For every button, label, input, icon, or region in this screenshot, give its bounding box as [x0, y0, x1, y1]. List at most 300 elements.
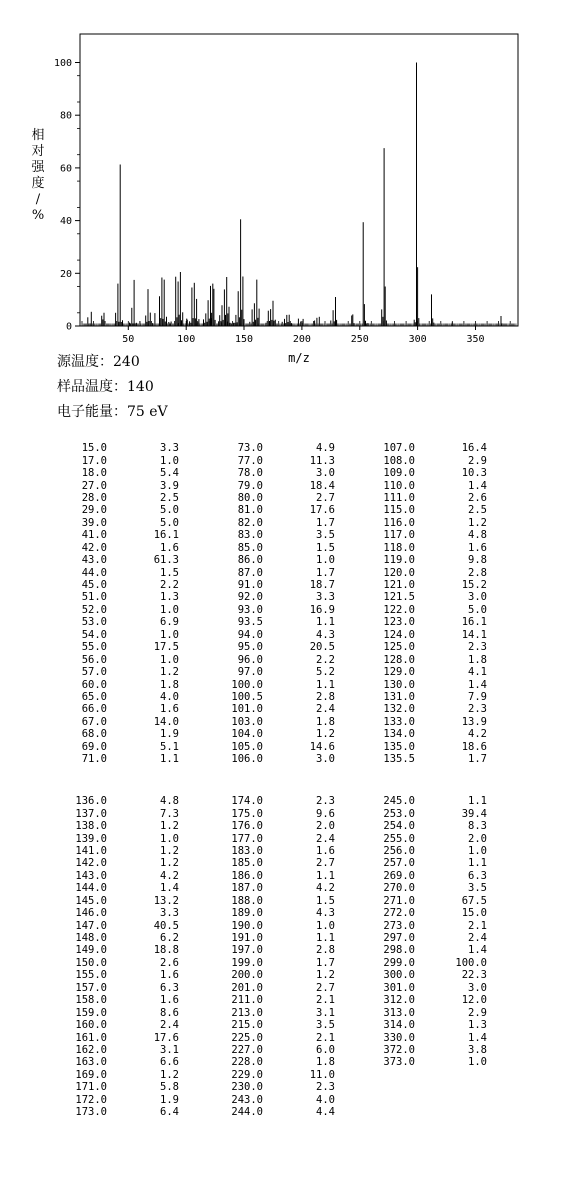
abundance-value: 3.9 — [160, 479, 179, 492]
abundance-value: 1.7 — [316, 956, 335, 969]
abundance-value: 1.2 — [468, 516, 487, 529]
table-row — [62, 907, 179, 919]
abundance-value: 3.5 — [468, 882, 487, 895]
mz-value: 120.0 — [383, 566, 415, 579]
mz-value: 253.0 — [383, 807, 415, 820]
table-row — [370, 994, 487, 1006]
mz-value: 172.0 — [75, 1093, 107, 1106]
table-row — [218, 741, 335, 753]
table-column — [370, 442, 487, 765]
abundance-value: 1.9 — [160, 728, 179, 741]
abundance-value: 3.0 — [316, 467, 335, 480]
mz-value: 97.0 — [237, 666, 263, 679]
mz-value: 174.0 — [231, 795, 263, 808]
mz-value: 185.0 — [231, 857, 263, 870]
table-row — [218, 467, 335, 479]
table-row — [370, 1006, 487, 1018]
table-row — [62, 716, 179, 728]
abundance-value: 1.4 — [468, 1031, 487, 1044]
mz-value: 79.0 — [237, 479, 263, 492]
mz-value: 104.0 — [231, 728, 263, 741]
table-row — [370, 845, 487, 857]
mz-value: 175.0 — [231, 807, 263, 820]
table-column — [218, 442, 335, 765]
mz-value: 133.0 — [383, 715, 415, 728]
mz-value: 215.0 — [231, 1019, 263, 1032]
table-row — [370, 579, 487, 591]
abundance-value: 16.1 — [153, 529, 179, 542]
x-tick-label: 350 — [466, 334, 485, 345]
abundance-value: 1.0 — [160, 653, 179, 666]
mz-value: 131.0 — [383, 690, 415, 703]
table-row — [62, 1031, 179, 1043]
table-row — [218, 907, 335, 919]
mz-value: 161.0 — [75, 1031, 107, 1044]
table-row — [218, 1081, 335, 1093]
table-row — [62, 1094, 179, 1106]
table-row — [218, 616, 335, 628]
mz-value: 189.0 — [231, 907, 263, 920]
table-row — [62, 604, 179, 616]
table-row — [218, 994, 335, 1006]
table-row — [62, 529, 179, 541]
table-row — [370, 653, 487, 665]
mz-value: 83.0 — [237, 529, 263, 542]
abundance-value: 1.6 — [160, 969, 179, 982]
mz-value: 45.0 — [81, 579, 107, 592]
abundance-value: 5.8 — [160, 1081, 179, 1094]
mz-value: 171.0 — [75, 1081, 107, 1094]
abundance-value: 4.2 — [160, 869, 179, 882]
table-row — [62, 795, 179, 807]
table-row — [370, 467, 487, 479]
mz-value: 243.0 — [231, 1093, 263, 1106]
mz-value: 87.0 — [237, 566, 263, 579]
abundance-value: 2.6 — [160, 956, 179, 969]
mz-value: 141.0 — [75, 844, 107, 857]
abundance-value: 1.0 — [468, 844, 487, 857]
table-row — [218, 1106, 335, 1118]
table-row — [62, 517, 179, 529]
table-row — [370, 832, 487, 844]
abundance-value: 2.1 — [316, 1031, 335, 1044]
table-row — [370, 678, 487, 690]
x-tick-label: 150 — [234, 334, 254, 345]
abundance-value: 1.7 — [468, 753, 487, 766]
mz-value: 200.0 — [231, 969, 263, 982]
abundance-value: 10.3 — [461, 467, 487, 480]
y-tick-label: 20 — [59, 268, 72, 280]
table-row — [62, 882, 179, 894]
mz-value: 201.0 — [231, 981, 263, 994]
mz-value: 132.0 — [383, 703, 415, 716]
abundance-value: 5.2 — [316, 666, 335, 679]
table-row — [218, 845, 335, 857]
abundance-value: 2.2 — [160, 579, 179, 592]
abundance-value: 2.0 — [316, 820, 335, 833]
mz-value: 80.0 — [237, 491, 263, 504]
mz-value: 43.0 — [81, 554, 107, 567]
abundance-value: 40.5 — [153, 919, 179, 932]
abundance-value: 2.0 — [468, 832, 487, 845]
abundance-value: 1.6 — [160, 994, 179, 1007]
abundance-value: 2.3 — [316, 795, 335, 808]
table-row — [218, 932, 335, 944]
mz-value: 135.5 — [383, 753, 415, 766]
abundance-value: 1.1 — [468, 857, 487, 870]
table-row — [62, 1106, 179, 1118]
table-row — [62, 870, 179, 882]
mz-value: 188.0 — [231, 894, 263, 907]
mz-value: 100.0 — [231, 678, 263, 691]
abundance-value: 3.1 — [316, 1006, 335, 1019]
mz-value: 67.0 — [81, 715, 107, 728]
mz-value: 115.0 — [383, 504, 415, 517]
y-axis-label-char: 对 — [31, 144, 45, 159]
table-row — [370, 641, 487, 653]
abundance-value: 1.8 — [468, 653, 487, 666]
abundance-value: 8.3 — [468, 820, 487, 833]
abundance-value: 4.2 — [316, 882, 335, 895]
table-row — [218, 641, 335, 653]
abundance-value: 11.3 — [309, 454, 335, 467]
table-row — [218, 969, 335, 981]
abundance-value: 4.4 — [316, 1106, 335, 1119]
mz-value: 117.0 — [383, 529, 415, 542]
abundance-value: 2.3 — [316, 1081, 335, 1094]
abundance-value: 6.4 — [160, 1106, 179, 1119]
table-row — [62, 832, 179, 844]
mz-value: 107.0 — [383, 442, 415, 455]
abundance-value: 7.3 — [160, 807, 179, 820]
table-row — [218, 691, 335, 703]
abundance-value: 2.3 — [468, 641, 487, 654]
abundance-value: 18.6 — [461, 740, 487, 753]
table-column — [62, 795, 179, 1118]
source-temperature: 源温度：240 — [57, 354, 140, 370]
abundance-value: 67.5 — [461, 894, 487, 907]
abundance-value: 14.6 — [309, 740, 335, 753]
mz-value: 191.0 — [231, 932, 263, 945]
mz-value: 118.0 — [383, 541, 415, 554]
abundance-value: 1.5 — [316, 894, 335, 907]
mz-value: 96.0 — [237, 653, 263, 666]
table-row — [218, 517, 335, 529]
abundance-value: 1.5 — [316, 541, 335, 554]
mz-value: 57.0 — [81, 666, 107, 679]
abundance-value: 2.1 — [468, 919, 487, 932]
abundance-value: 1.3 — [468, 1019, 487, 1032]
y-tick-label: 60 — [59, 163, 72, 175]
table-row — [370, 882, 487, 894]
table-row — [62, 641, 179, 653]
mz-value: 28.0 — [81, 491, 107, 504]
mz-value: 146.0 — [75, 907, 107, 920]
mz-value: 225.0 — [231, 1031, 263, 1044]
mz-value: 160.0 — [75, 1019, 107, 1032]
abundance-value: 6.9 — [160, 616, 179, 629]
table-row — [370, 741, 487, 753]
abundance-value: 5.0 — [468, 603, 487, 616]
abundance-value: 1.4 — [468, 944, 487, 957]
table-row — [62, 982, 179, 994]
table-row — [62, 504, 179, 516]
table-row — [218, 504, 335, 516]
mz-value: 297.0 — [383, 932, 415, 945]
abundance-value: 1.4 — [468, 678, 487, 691]
mz-value: 227.0 — [231, 1043, 263, 1056]
mz-value: 85.0 — [237, 541, 263, 554]
mz-value: 123.0 — [383, 616, 415, 629]
table-row — [62, 703, 179, 715]
mz-value: 312.0 — [383, 994, 415, 1007]
abundance-value: 1.1 — [316, 869, 335, 882]
mz-value: 176.0 — [231, 820, 263, 833]
abundance-value: 15.0 — [461, 907, 487, 920]
x-tick-label: 200 — [292, 334, 311, 345]
abundance-value: 3.5 — [316, 529, 335, 542]
abundance-value: 1.0 — [316, 554, 335, 567]
mz-value: 158.0 — [75, 994, 107, 1007]
table-row — [218, 944, 335, 956]
table-row — [62, 728, 179, 740]
x-tick-label: 300 — [408, 334, 427, 345]
y-axis-label-char: % — [31, 208, 45, 223]
mz-value: 29.0 — [81, 504, 107, 517]
table-row — [370, 517, 487, 529]
table-row — [370, 1019, 487, 1031]
mz-value: 55.0 — [81, 641, 107, 654]
abundance-value: 14.1 — [461, 628, 487, 641]
abundance-value: 3.3 — [160, 442, 179, 455]
mz-value: 183.0 — [231, 844, 263, 857]
abundance-value: 2.6 — [468, 491, 487, 504]
mz-value: 169.0 — [75, 1068, 107, 1081]
table-row — [218, 870, 335, 882]
mz-value: 39.0 — [81, 516, 107, 529]
table-row — [370, 982, 487, 994]
abundance-value: 1.2 — [160, 857, 179, 870]
mz-value: 15.0 — [81, 442, 107, 455]
mz-value: 86.0 — [237, 554, 263, 567]
abundance-value: 16.4 — [461, 442, 487, 455]
mz-value: 65.0 — [81, 690, 107, 703]
abundance-value: 1.4 — [468, 479, 487, 492]
abundance-value: 4.3 — [316, 907, 335, 920]
abundance-value: 2.5 — [160, 491, 179, 504]
abundance-value: 11.0 — [309, 1068, 335, 1081]
table-row — [218, 919, 335, 931]
table-row — [370, 895, 487, 907]
mz-value: 95.0 — [237, 641, 263, 654]
table-row — [62, 1044, 179, 1056]
table-row — [218, 716, 335, 728]
mz-value: 163.0 — [75, 1056, 107, 1069]
table-row — [62, 653, 179, 665]
mz-value: 138.0 — [75, 820, 107, 833]
table-row — [370, 1044, 487, 1056]
mz-value: 69.0 — [81, 740, 107, 753]
table-row — [370, 716, 487, 728]
abundance-value: 1.0 — [160, 454, 179, 467]
abundance-value: 3.3 — [160, 907, 179, 920]
mz-value: 271.0 — [383, 894, 415, 907]
table-row — [370, 703, 487, 715]
mz-value: 177.0 — [231, 832, 263, 845]
abundance-value: 1.1 — [468, 795, 487, 808]
abundance-value: 12.0 — [461, 994, 487, 1007]
table-row — [62, 957, 179, 969]
abundance-value: 2.7 — [316, 491, 335, 504]
abundance-value: 1.2 — [160, 1068, 179, 1081]
mz-value: 82.0 — [237, 516, 263, 529]
abundance-value: 1.9 — [160, 1093, 179, 1106]
table-row — [218, 442, 335, 454]
mz-value: 78.0 — [237, 467, 263, 480]
table-row — [62, 454, 179, 466]
mz-value: 108.0 — [383, 454, 415, 467]
abundance-value: 1.5 — [160, 566, 179, 579]
abundance-value: 5.1 — [160, 740, 179, 753]
mz-value: 144.0 — [75, 882, 107, 895]
table-row — [370, 857, 487, 869]
mz-value: 51.0 — [81, 591, 107, 604]
table-row — [370, 932, 487, 944]
table-column — [370, 795, 487, 1069]
abundance-value: 2.8 — [316, 944, 335, 957]
mz-value: 42.0 — [81, 541, 107, 554]
abundance-value: 9.8 — [468, 554, 487, 567]
abundance-value: 1.2 — [160, 844, 179, 857]
table-row — [62, 616, 179, 628]
abundance-value: 4.8 — [160, 795, 179, 808]
mz-value: 211.0 — [231, 994, 263, 1007]
mz-value: 119.0 — [383, 554, 415, 567]
abundance-value: 3.8 — [468, 1043, 487, 1056]
table-row — [370, 753, 487, 765]
mz-value: 330.0 — [383, 1031, 415, 1044]
table-row — [370, 907, 487, 919]
abundance-value: 14.0 — [153, 715, 179, 728]
table-row — [370, 629, 487, 641]
mz-value: 44.0 — [81, 566, 107, 579]
mz-value: 91.0 — [237, 579, 263, 592]
abundance-value: 2.8 — [316, 690, 335, 703]
abundance-value: 4.0 — [160, 690, 179, 703]
table-row — [370, 542, 487, 554]
mz-value: 129.0 — [383, 666, 415, 679]
abundance-value: 5.4 — [160, 467, 179, 480]
abundance-value: 3.0 — [468, 981, 487, 994]
mz-value: 110.0 — [383, 479, 415, 492]
mz-value: 149.0 — [75, 944, 107, 957]
abundance-value: 22.3 — [461, 969, 487, 982]
abundance-value: 15.2 — [461, 579, 487, 592]
abundance-value: 1.8 — [316, 715, 335, 728]
table-row — [370, 969, 487, 981]
abundance-value: 13.2 — [153, 894, 179, 907]
mz-value: 273.0 — [383, 919, 415, 932]
table-row — [62, 566, 179, 578]
table-row — [218, 554, 335, 566]
table-row — [62, 579, 179, 591]
mz-value: 121.5 — [383, 591, 415, 604]
table-row — [218, 820, 335, 832]
mz-value: 94.0 — [237, 628, 263, 641]
mz-value: 272.0 — [383, 907, 415, 920]
mz-value: 159.0 — [75, 1006, 107, 1019]
mz-value: 136.0 — [75, 795, 107, 808]
abundance-value: 2.9 — [468, 454, 487, 467]
abundance-value: 100.0 — [455, 956, 487, 969]
table-row — [218, 653, 335, 665]
abundance-value: 2.8 — [468, 566, 487, 579]
abundance-value: 1.1 — [316, 678, 335, 691]
mz-value: 41.0 — [81, 529, 107, 542]
table-row — [62, 820, 179, 832]
abundance-value: 1.6 — [468, 541, 487, 554]
table-row — [370, 728, 487, 740]
table-row — [218, 795, 335, 807]
mz-value: 148.0 — [75, 932, 107, 945]
abundance-value: 2.1 — [316, 994, 335, 1007]
abundance-value: 39.4 — [461, 807, 487, 820]
table-row — [62, 678, 179, 690]
mz-value: 105.0 — [231, 740, 263, 753]
y-tick-label: 100 — [53, 58, 72, 69]
table-row — [62, 554, 179, 566]
mz-value: 372.0 — [383, 1043, 415, 1056]
abundance-value: 5.0 — [160, 516, 179, 529]
mz-value: 373.0 — [383, 1056, 415, 1069]
abundance-value: 1.0 — [468, 1056, 487, 1069]
mz-value: 313.0 — [383, 1006, 415, 1019]
mz-value: 197.0 — [231, 944, 263, 957]
abundance-value: 1.2 — [160, 820, 179, 833]
abundance-value: 1.0 — [160, 628, 179, 641]
mz-value: 155.0 — [75, 969, 107, 982]
mz-value: 17.0 — [81, 454, 107, 467]
abundance-value: 1.8 — [316, 1056, 335, 1069]
abundance-value: 6.6 — [160, 1056, 179, 1069]
table-row — [62, 807, 179, 819]
abundance-value: 1.0 — [160, 603, 179, 616]
mz-value: 254.0 — [383, 820, 415, 833]
table-row — [370, 820, 487, 832]
abundance-value: 3.0 — [468, 591, 487, 604]
table-row — [218, 678, 335, 690]
table-row — [218, 492, 335, 504]
abundance-value: 16.9 — [309, 603, 335, 616]
table-row — [218, 1094, 335, 1106]
mz-value: 187.0 — [231, 882, 263, 895]
abundance-value: 1.3 — [160, 591, 179, 604]
table-row — [218, 957, 335, 969]
x-tick-label: 50 — [122, 334, 135, 345]
table-row — [218, 454, 335, 466]
mz-value: 256.0 — [383, 844, 415, 857]
table-row — [62, 629, 179, 641]
table-row — [370, 479, 487, 491]
abundance-value: 1.1 — [316, 616, 335, 629]
mz-value: 298.0 — [383, 944, 415, 957]
abundance-value: 1.7 — [316, 516, 335, 529]
abundance-value: 1.2 — [316, 728, 335, 741]
mz-value: 270.0 — [383, 882, 415, 895]
abundance-value: 1.1 — [316, 932, 335, 945]
table-row — [370, 807, 487, 819]
table-row — [62, 919, 179, 931]
